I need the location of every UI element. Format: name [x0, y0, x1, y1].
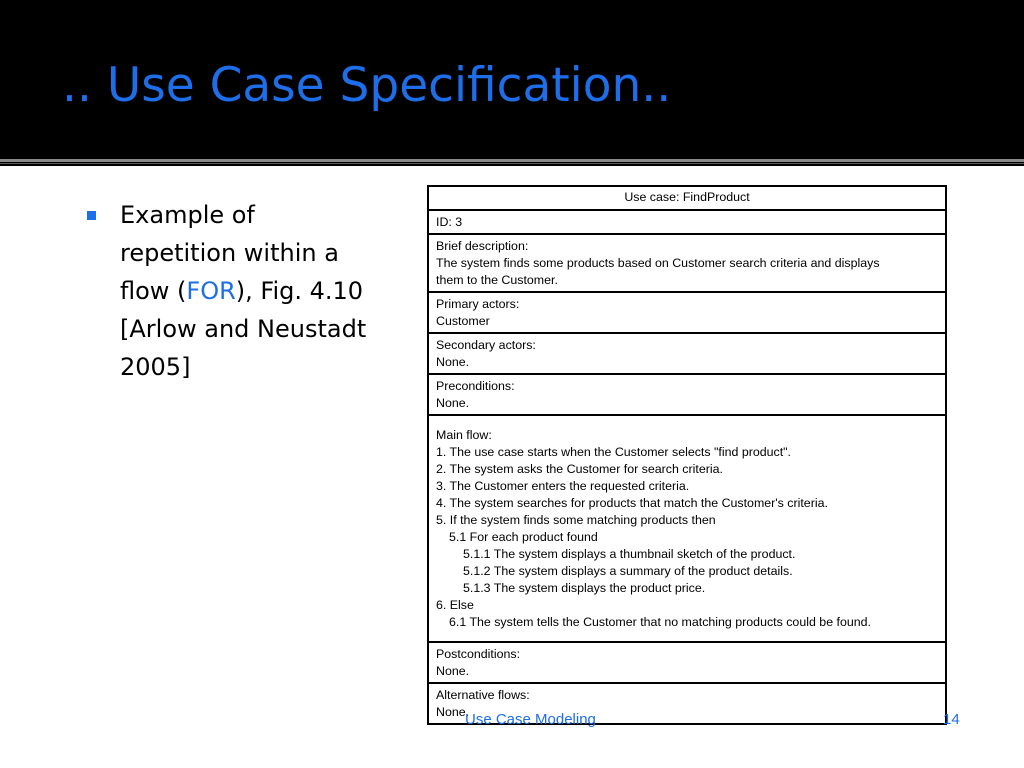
primary-actors-value: Customer — [436, 314, 490, 328]
preconditions-label: Preconditions: — [436, 379, 515, 393]
postconditions-section — [429, 641, 945, 682]
brief-description-line: them to the Customer. — [436, 273, 558, 287]
secondary-actors-label: Secondary actors: — [436, 338, 536, 352]
postconditions-label: Postconditions: — [436, 647, 521, 661]
slide-title: .. Use Case Specification.. — [62, 58, 672, 113]
title-bar — [0, 0, 1024, 158]
primary-actors-section — [429, 291, 945, 332]
brief-description-section — [429, 233, 945, 291]
use-case-header: Use case: FindProduct — [624, 190, 750, 204]
main-flow-step: 4. The system searches for products that match the Customer's criteria. — [436, 496, 828, 510]
main-flow-list — [436, 444, 939, 631]
bullet-text-after: ), Fig. 4.10 [Arlow and Neustadt 2005] — [120, 277, 367, 381]
main-flow-step: 5. If the system finds some matching products then — [436, 513, 716, 527]
bullet-square-icon — [87, 211, 96, 220]
main-flow-step: 6. Else — [436, 598, 474, 612]
main-flow-step: 3. The Customer enters the requested criteria. — [436, 479, 690, 493]
bullet-text-before: Example of repetition within a flow ( — [120, 201, 339, 305]
secondary-actors-value: None. — [436, 355, 470, 369]
use-case-id: ID: 3 — [429, 209, 945, 233]
main-flow-label: Main flow: — [436, 428, 492, 442]
main-flow-step: 5.1.2 The system displays a summary of the product details. — [463, 564, 793, 578]
main-flow-step: 5.1.1 The system displays a thumbnail sketch of the product. — [463, 547, 796, 561]
secondary-actors-section — [429, 332, 945, 373]
slide-content — [0, 166, 1024, 768]
title-separator-thin — [0, 163, 1024, 164]
bullet-text — [120, 196, 370, 386]
main-flow-step: 2. The system asks the Customer for search criteria. — [436, 462, 723, 476]
main-flow-section — [429, 414, 945, 641]
bullet-keyword: FOR — [186, 277, 236, 305]
main-flow-step: 5.1 For each product found — [449, 530, 598, 544]
page-number: 14 — [943, 711, 960, 728]
use-case-table — [427, 185, 947, 725]
alternative-flows-label: Alternative flows: — [436, 688, 530, 702]
preconditions-section — [429, 373, 945, 414]
main-flow-step: 6.1 The system tells the Customer that no matching products could be found. — [449, 615, 871, 629]
brief-description-line: The system finds some products based on Customer search criteria and displays — [436, 256, 880, 270]
main-flow-step: 5.1.3 The system displays the product price. — [463, 581, 706, 595]
preconditions-value: None. — [436, 396, 470, 410]
primary-actors-label: Primary actors: — [436, 297, 520, 311]
title-separator — [0, 159, 1024, 162]
footer-text: Use Case Modeling — [465, 711, 596, 728]
postconditions-value: None. — [436, 664, 470, 678]
brief-description-label: Brief description: — [436, 239, 529, 253]
main-flow-step: 1. The use case starts when the Customer selects "find product". — [436, 445, 791, 459]
alternative-flows-value: None. — [436, 705, 470, 719]
